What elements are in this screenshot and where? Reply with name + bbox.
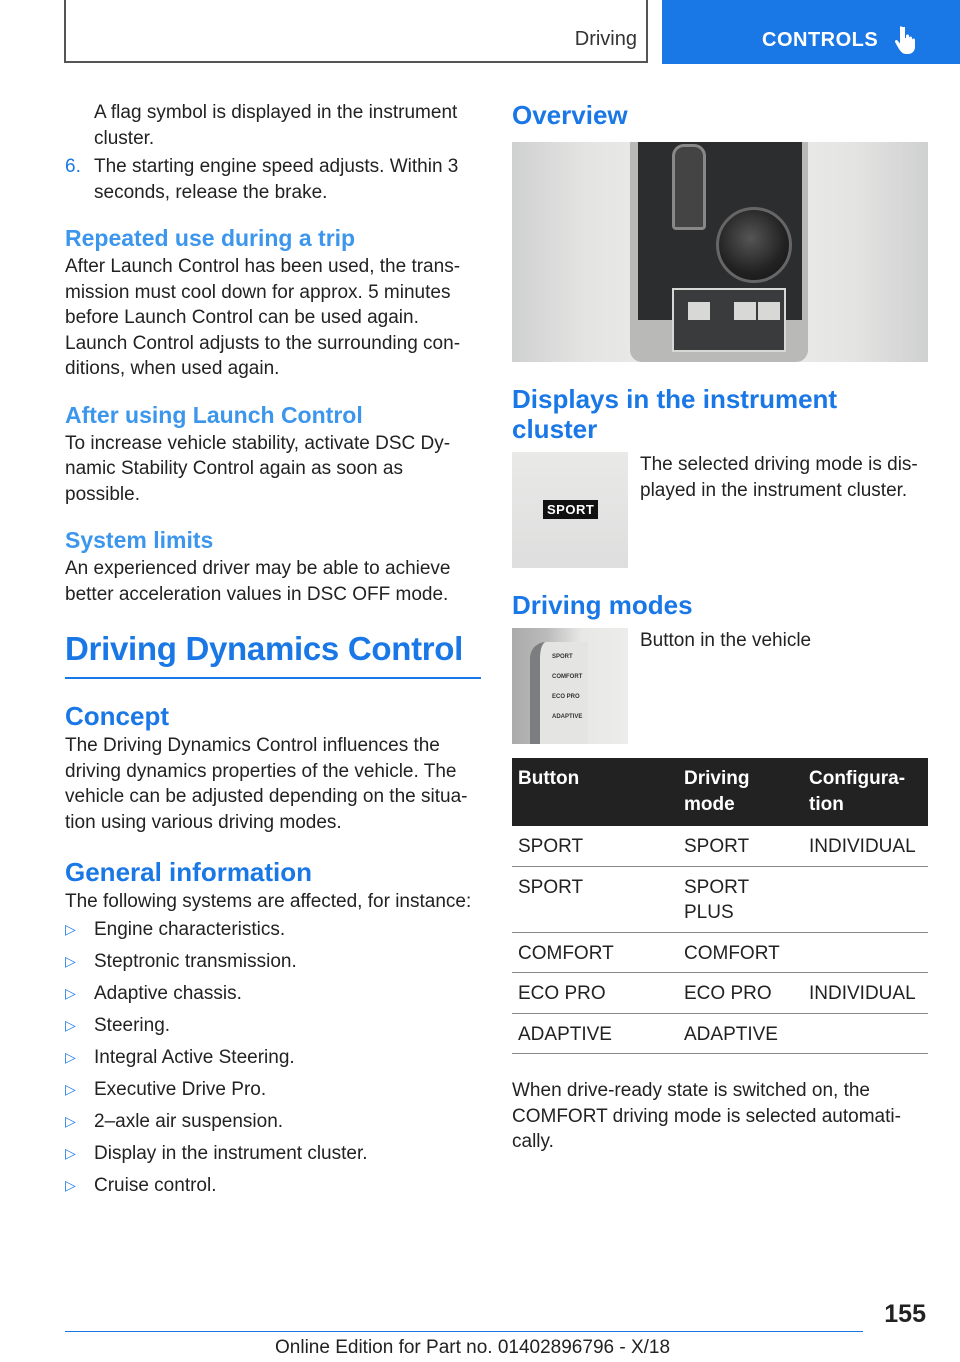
list-item: ▷ Steptronic transmission. (65, 949, 481, 975)
triangle-bullet-icon: ▷ (65, 1144, 76, 1161)
triangle-bullet-icon: ▷ (65, 1080, 76, 1097)
concept-text: The Driving Dynamics Control influences the driving dynamics properties of the vehicle. The vehicle can be adjusted depending on the situation using various driving modes. (65, 735, 468, 833)
list-item: ▷ 2–axle air suspension. (65, 1109, 481, 1135)
driving-modes-caption: Button in the vehicle (640, 630, 812, 651)
continued-step-text: A flag symbol is displayed in the instrument cluster. (94, 102, 458, 149)
triangle-bullet-icon: ▷ (65, 920, 76, 937)
list-item: ▷ Adaptive chassis. (65, 981, 481, 1007)
driving-modes-table (512, 758, 928, 1054)
column-header: Button (512, 758, 678, 826)
list-item: ▷ Cruise control. (65, 1173, 481, 1199)
header-box (64, 0, 648, 63)
repeated-use-text: After Launch Control has been used, the transmission must cool down for approx. 5 minutes before Launch Control can be used again. Launch Control adjusts to the surrounding conditions, when used again. (65, 256, 461, 379)
general-info-heading: General information (65, 857, 313, 887)
table-cell: ECO PRO (512, 973, 678, 1014)
table-cell: INDIVIDUAL (803, 973, 928, 1014)
center-console-photo (512, 142, 928, 362)
displays-figure (512, 452, 928, 568)
header-section-title: Driving (574, 28, 637, 50)
general-info-intro: The following systems are affected, for instance: (65, 891, 472, 912)
driving-modes-figure (512, 628, 928, 744)
after-using-heading: After using Launch Control (65, 401, 363, 428)
mode-button-label: ECO PRO (552, 694, 580, 700)
affected-systems-list (65, 917, 481, 1199)
instrument-cluster-thumbnail (512, 452, 628, 568)
page-number: 155 (884, 1300, 926, 1328)
list-item: ▷ Steering. (65, 1013, 481, 1039)
driving-modes-heading: Driving modes (512, 590, 693, 620)
triangle-bullet-icon: ▷ (65, 952, 76, 969)
system-limits-text: An experienced driver may be able to achieve better acceleration values in DSC OFF mode. (65, 558, 451, 605)
displays-text: The selected driving mode is displayed in the instrument cluster. (640, 454, 918, 501)
table-row (512, 1013, 928, 1054)
triangle-bullet-icon: ▷ (65, 1176, 76, 1193)
table-cell: SPORT (512, 826, 678, 866)
system-limits-heading: System limits (65, 527, 214, 553)
mode-button-label: SPORT (552, 654, 573, 660)
header-chapter-label: CONTROLS (762, 29, 879, 51)
table-cell: ADAPTIVE (678, 1013, 803, 1054)
table-cell (803, 866, 928, 932)
column-header: Driving mode (678, 758, 803, 826)
table-header-row (512, 758, 928, 826)
controller-knob (716, 207, 792, 283)
main-heading: Driving Dynamics Control (65, 629, 481, 679)
triangle-bullet-icon: ▷ (65, 1112, 76, 1129)
footer-edition: Online Edition for Part no. 01402896796 - X/18 (275, 1337, 671, 1358)
triangle-bullet-icon: ▷ (65, 1016, 76, 1033)
step-number: 6. (65, 156, 81, 177)
list-item: ▷ Executive Drive Pro. (65, 1077, 481, 1103)
table-cell: SPORT PLUS (678, 866, 803, 932)
step-6 (65, 154, 481, 205)
list-item: ▷ Engine characteristics. (65, 917, 481, 943)
repeated-use-heading: Repeated use during a trip (65, 225, 356, 251)
table-row (512, 973, 928, 1014)
list-item: ▷ Display in the instrument cluster. (65, 1141, 481, 1167)
mode-button-label: COMFORT (552, 674, 583, 680)
concept-heading: Concept (65, 701, 169, 731)
table-row (512, 826, 928, 866)
displays-heading: Displays in the instrument cluster (512, 384, 838, 444)
table-cell (803, 932, 928, 973)
after-using-text: To increase vehicle stability, activate DSC Dynamic Stability Control again as soon as possible. (65, 432, 451, 505)
table-cell: ADAPTIVE (512, 1013, 678, 1054)
pointing-hand-icon (895, 26, 917, 54)
default-mode-note: When drive-ready state is switched on, the COMFORT driving mode is selected automatically. (512, 1080, 901, 1152)
footer-divider (65, 1331, 863, 1332)
table-row (512, 932, 928, 973)
table-cell: ECO PRO (678, 973, 803, 1014)
overview-heading: Overview (512, 100, 628, 130)
table-cell: COMFORT (678, 932, 803, 973)
column-header: Configuration (803, 758, 928, 826)
right-column (512, 100, 928, 1155)
left-column (65, 100, 481, 1205)
table-cell: INDIVIDUAL (803, 826, 928, 866)
table-cell: SPORT (512, 866, 678, 932)
triangle-bullet-icon: ▷ (65, 984, 76, 1001)
mode-button-label: ADAPTIVE (552, 714, 583, 720)
header-chapter-tab[interactable] (662, 0, 960, 64)
mode-buttons-thumbnail (512, 628, 628, 744)
step-text: The starting engine speed adjusts. Within 3 seconds, release the brake. (94, 156, 459, 203)
sport-display-label: SPORT (543, 500, 598, 519)
gear-selector-lever (672, 144, 706, 230)
table-cell: COMFORT (512, 932, 678, 973)
table-row (512, 866, 928, 932)
triangle-bullet-icon: ▷ (65, 1048, 76, 1065)
list-item: ▷ Integral Active Steering. (65, 1045, 481, 1071)
table-cell (803, 1013, 928, 1054)
table-cell: SPORT (678, 826, 803, 866)
